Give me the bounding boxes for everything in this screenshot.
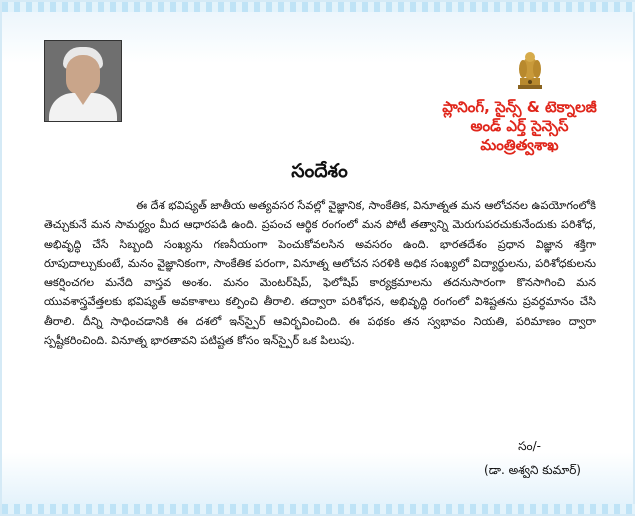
bottom-border-stripe — [2, 504, 635, 514]
department-line-2: అండ్ ఎర్త్ సైన్సెస్ — [470, 117, 569, 135]
national-emblem-icon — [515, 48, 545, 90]
department-heading — [412, 98, 627, 155]
signature-mark: సం/- — [518, 439, 541, 453]
message-body — [44, 196, 596, 350]
portrait-photo — [44, 40, 122, 122]
signatory-name: (డా. అశ్వని కుమార్) — [484, 463, 581, 477]
message-paragraph: ఈ దేశ భవిష్యత్ జాతీయ అత్యవసర సేవల్లో వైజ్ఞానిక, సాంకేతిక, వినూత్నత మన ఆలోచనల ఉపయోగంలోకి తెచ్చుకునే మన సామర్థ్యం మీద ఆధారపడి ఉంది. ప్రపంచ ఆర్థిక రంగంలో మన పోటీ తత్వాన్ని మెరుగుపరచుకునేందుకు పరిశోధ, అభివృద్ధి చేసే సిబ్బంది సంఖ్యను గణనీయంగా పెంచుకోవలసిన అవసరం ఉంది. భారతదేశం ప్రధాన విజ్ఞాన శక్తిగా రూపుదాల్చుకుంటే, మనం వైజ్ఞానికంగా, సాంకేతిక పరంగా, వినూత్న ఆలోచన సరళికి అధిక సంఖ్యలో విద్యార్థులను, పరిశోధకులను ఆకర్షించగల మనేది వాస్తవ అంశం. మనం మెంటర్‌షిప్, ఫెలోషిప్ కార్యక్రమాలను తదనుసారంగా కొనసాగించి మన యువశాస్త్రవేత్తలకు భవిష్యత్ అవకాశాలు కల్పించి తీరాలి. తద్వారా పరిశోధన, అభివృద్ధి రంగంలో విశిష్టతను ప్రవర్ధమానం చేసి తీరాలి. దీన్ని సాధించడానికి ఈ దశలో ఇన్‌స్పైర్ ఆవిర్భవించింది. ఈ పథకం తన స్వభావం నియతి, పరిమాణం ద్వారా స్పష్టీకరించింది. వినూత్న భారతావని పటిష్టత కోసం ఇన్‌స్పైర్ ఒక పిలుపు. — [44, 199, 596, 348]
top-border-stripe — [2, 2, 635, 12]
portrait-face — [66, 55, 100, 95]
department-line-3: మంత్రిత్వశాఖ — [480, 136, 559, 154]
department-line-1: ప్లానింగ్, సైన్స్ & టెక్నాలజీ — [442, 98, 597, 116]
signature-block — [431, 434, 581, 482]
page-title: సందేశం — [291, 160, 348, 182]
